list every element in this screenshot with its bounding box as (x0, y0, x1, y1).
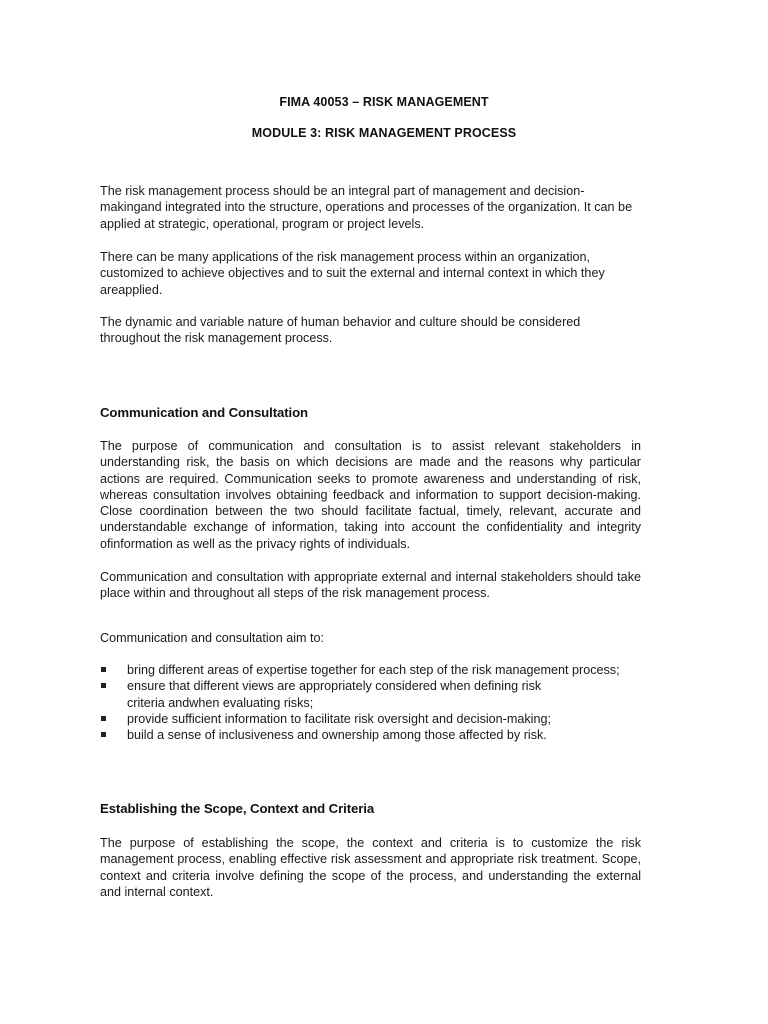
bullet-square-icon (101, 716, 106, 721)
communication-paragraph-1: The purpose of communication and consultation is to assist relevant stakeholders in understanding risk, the basis on which decisions are made and the reasons why particular actions are required. Communication seeks to promote awareness and understanding of risk, whereas consultation involves obtaining feedback and information to support decision-making. Close coordination between the two should facilitate factual, timely, relevant, accurate and understandable exchange of information, taking into account the confidentiality and integrity ofinformation as well as the privacy rights of individuals. (100, 439, 641, 551)
section-heading-scope: Establishing the Scope, Context and Criteria (100, 801, 375, 816)
list-item-text-continuation: criteria andwhen evaluating risks; (127, 695, 314, 710)
scope-paragraph: The purpose of establishing the scope, the context and criteria is to customize the risk management process, enabling effective risk assessment and appropriate risk treatment. Scope, context and criteria involve defining the scope of the process, and understanding the external and internal context. (100, 836, 641, 899)
list-item-text: bring different areas of expertise together for each step of the risk management process; (127, 663, 620, 677)
intro-paragraph-1: The risk management process should be an integral part of management and decision-makingand integrated into the structure, operations and processes of the organization. It can be applied at strategic, operational, program or project levels. (100, 184, 633, 231)
list-item (100, 662, 680, 678)
list-item (100, 678, 680, 711)
intro-paragraph-2: There can be many applications of the risk management process within an organization, customized to achieve objectives and to suit the external and internal context in which they areapplied. (100, 250, 605, 297)
bullet-square-icon (101, 667, 106, 672)
communication-aims-intro: Communication and consultation aim to: (100, 631, 325, 645)
bullet-square-icon (101, 732, 106, 737)
list-item-text: ensure that different views are appropriately considered when defining risk (127, 679, 542, 694)
list-item (100, 727, 680, 743)
list-item (100, 711, 680, 727)
list-item-text: provide sufficient information to facilitate risk oversight and decision-making; (127, 711, 551, 726)
list-item-text: build a sense of inclusiveness and ownership among those affected by risk. (127, 728, 547, 743)
intro-paragraph-3: The dynamic and variable nature of human behavior and culture should be considered throughout the risk management process. (100, 315, 581, 346)
bullet-square-icon (101, 683, 106, 688)
communication-paragraph-2: Communication and consultation with appropriate external and internal stakeholders should take place within and throughout all steps of the risk management process. (100, 570, 641, 601)
course-title: FIMA 40053 – RISK MANAGEMENT (279, 95, 489, 109)
communication-aims-list (100, 662, 680, 743)
module-title: MODULE 3: RISK MANAGEMENT PROCESS (251, 126, 517, 140)
section-heading-communication: Communication and Consultation (100, 405, 308, 420)
